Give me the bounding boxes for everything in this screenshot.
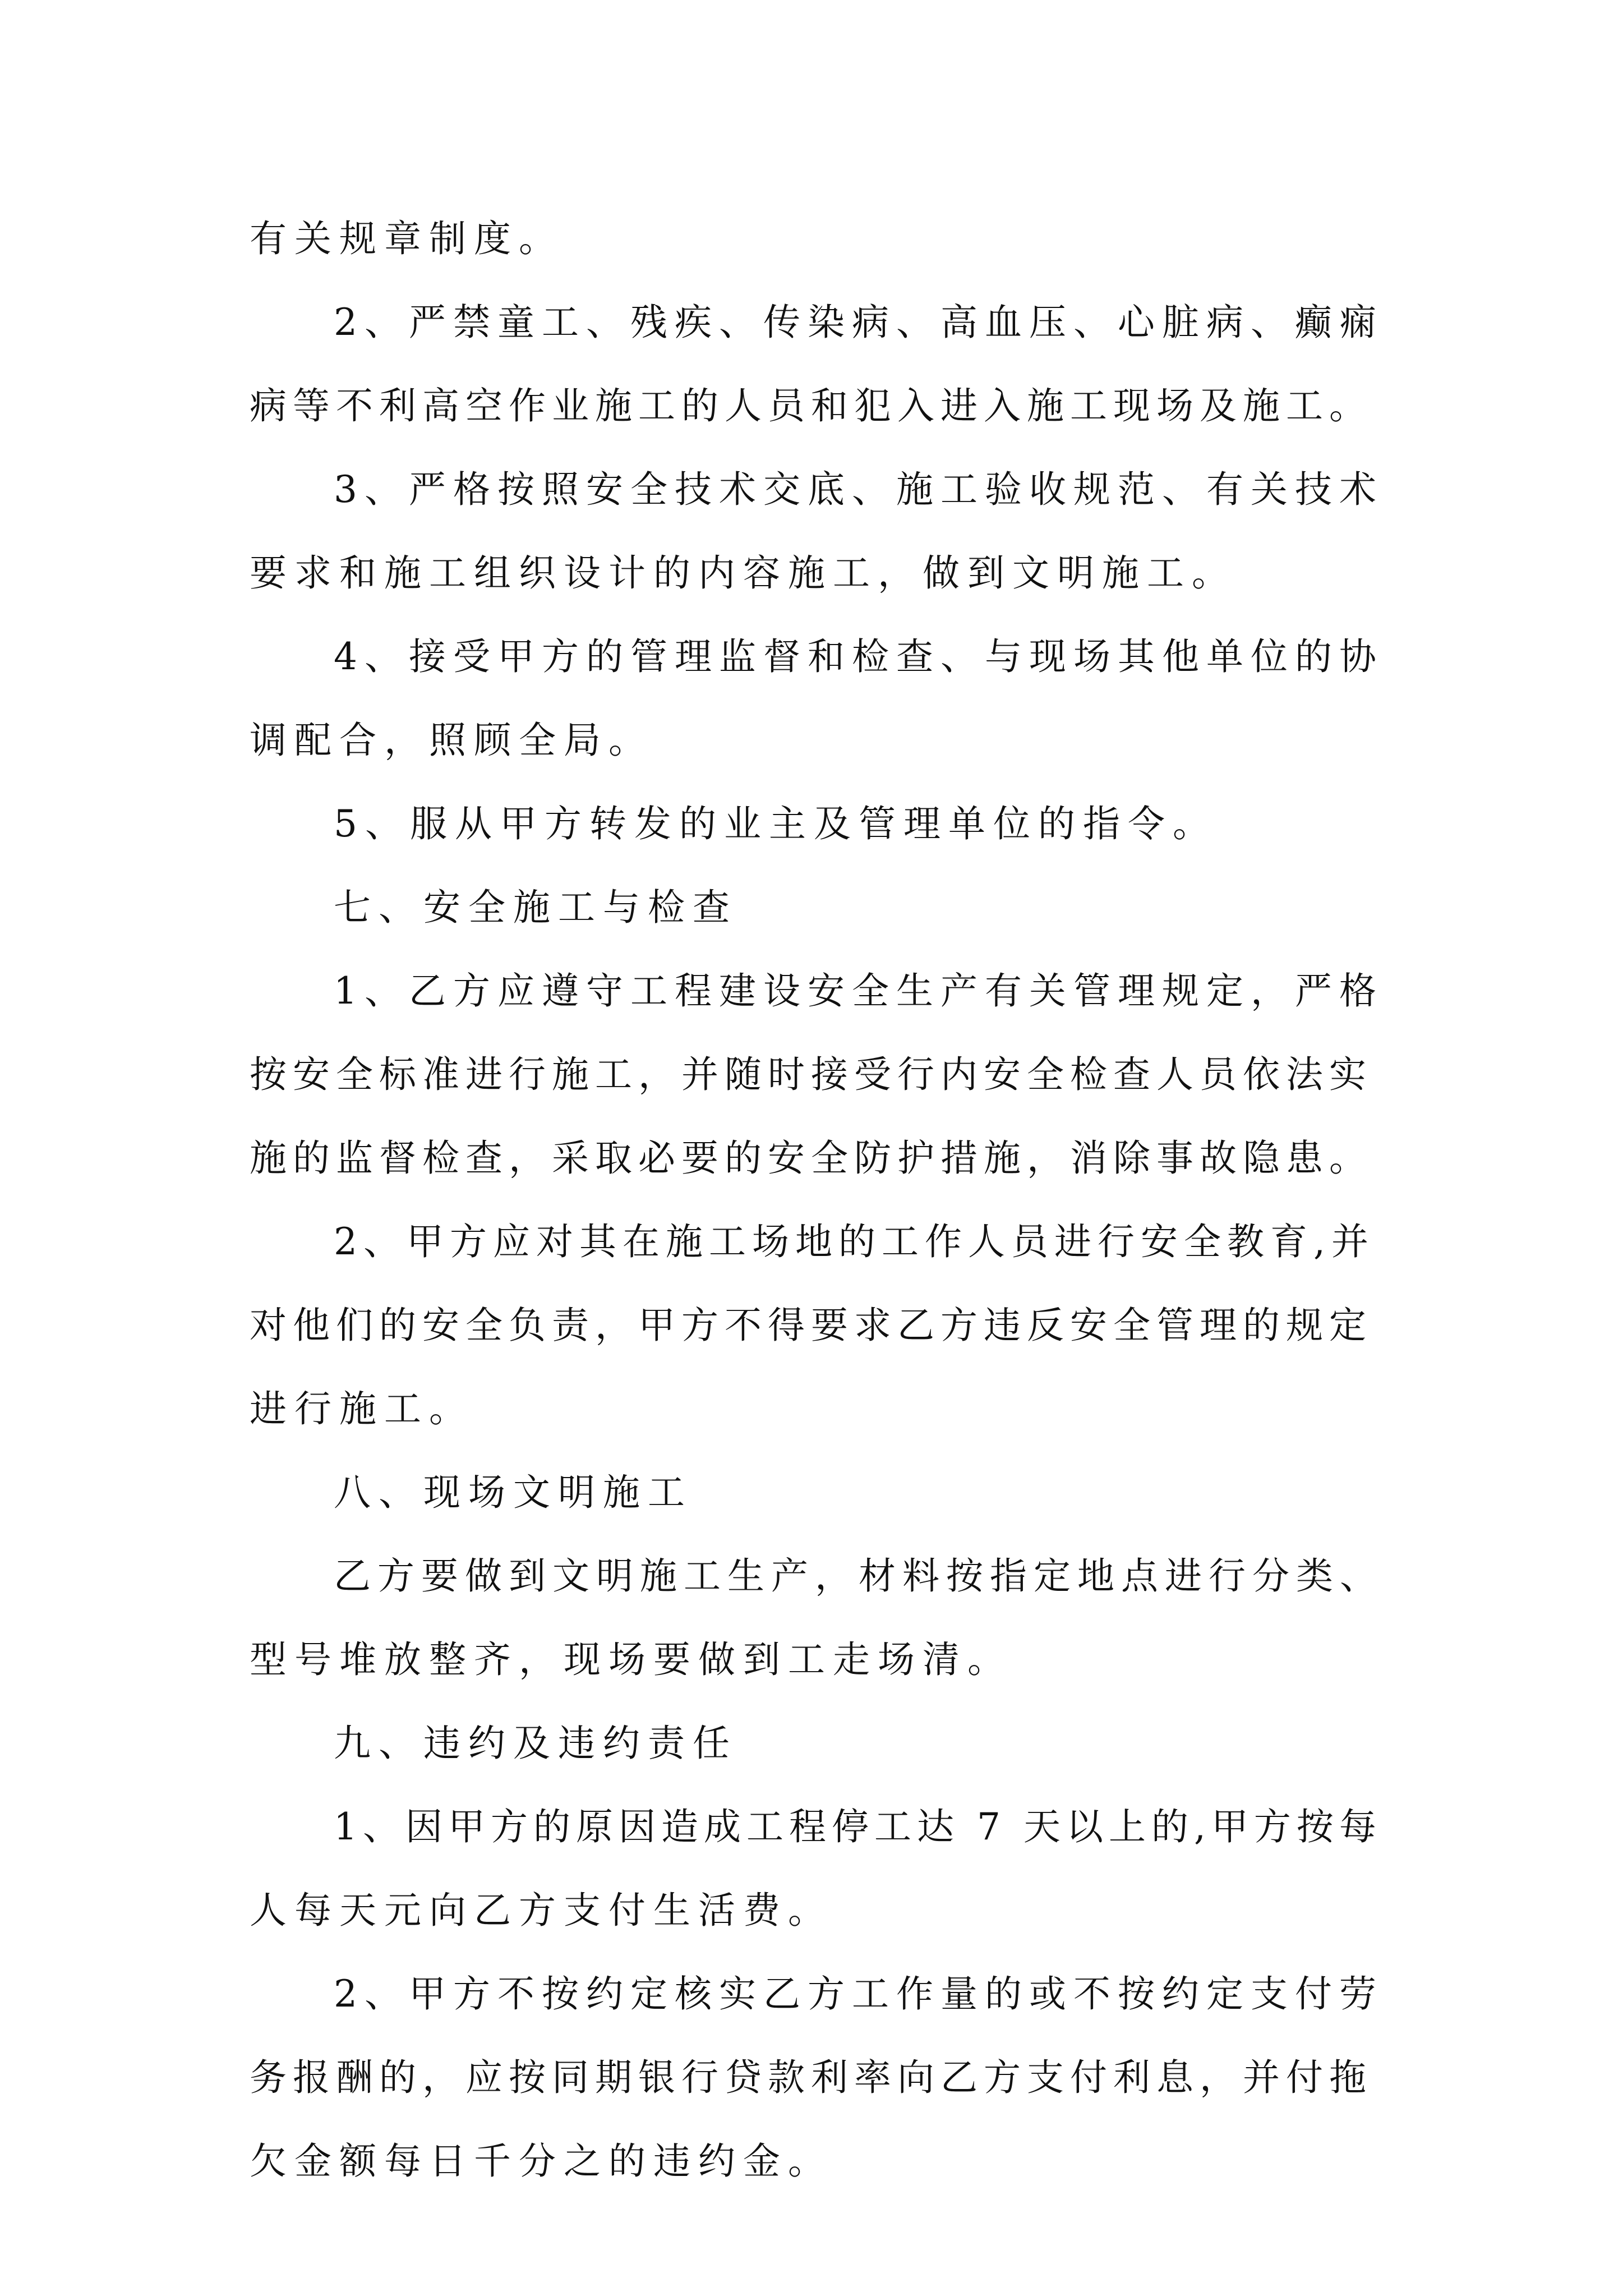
section-heading: 七、安全施工与检查 <box>334 886 737 929</box>
text-line: 施的监督检查，采取必要的安全防护措施，消除事故隐患。 <box>250 1137 1372 1180</box>
text-line: 3、严格按照安全技术交底、施工验收规范、有关技术 <box>334 468 1384 511</box>
section-heading: 九、违约及违约责任 <box>334 1722 737 1765</box>
text-line: 调配合，照顾全局。 <box>250 719 653 762</box>
text-line: 进行施工。 <box>250 1387 474 1430</box>
text-line: 病等不利高空作业施工的人员和犯入进入施工现场及施工。 <box>250 384 1372 427</box>
text-line: 欠金额每日千分之的违约金。 <box>250 2139 833 2183</box>
text-line: 有关规章制度。 <box>250 217 564 260</box>
text-line: 人每天元向乙方支付生活费。 <box>250 1889 833 1932</box>
text-line: 2、甲方应对其在施工场地的工作人员进行安全教育,并 <box>334 1220 1375 1263</box>
text-line: 型号堆放整齐，现场要做到工走场清。 <box>250 1638 1012 1681</box>
text-line: 按安全标准进行施工，并随时接受行内安全检查人员依法实 <box>250 1053 1372 1096</box>
section-heading: 八、现场文明施工 <box>334 1471 693 1514</box>
text-line: 4、接受甲方的管理监督和检查、与现场其他单位的协 <box>334 635 1384 678</box>
text-line: 1、因甲方的原因造成工程停工达 7 天以上的,甲方按每 <box>334 1805 1382 1848</box>
text-line: 1、乙方应遵守工程建设安全生产有关管理规定，严格 <box>334 969 1384 1013</box>
text-line: 乙方要做到文明施工生产，材料按指定地点进行分类、 <box>334 1554 1384 1598</box>
text-line: 务报酬的，应按同期银行贷款利率向乙方支付利息，并付拖 <box>250 2056 1372 2099</box>
text-line: 5、服从甲方转发的业主及管理单位的指令。 <box>334 802 1218 845</box>
text-line: 2、甲方不按约定核实乙方工作量的或不按约定支付劳 <box>334 1972 1384 2016</box>
text-line: 2、严禁童工、残疾、传染病、高血压、心脏病、癫痫 <box>334 301 1384 344</box>
text-line: 对他们的安全负责，甲方不得要求乙方违反安全管理的规定 <box>250 1304 1372 1347</box>
text-line: 要求和施工组织设计的内容施工，做到文明施工。 <box>250 551 1237 595</box>
